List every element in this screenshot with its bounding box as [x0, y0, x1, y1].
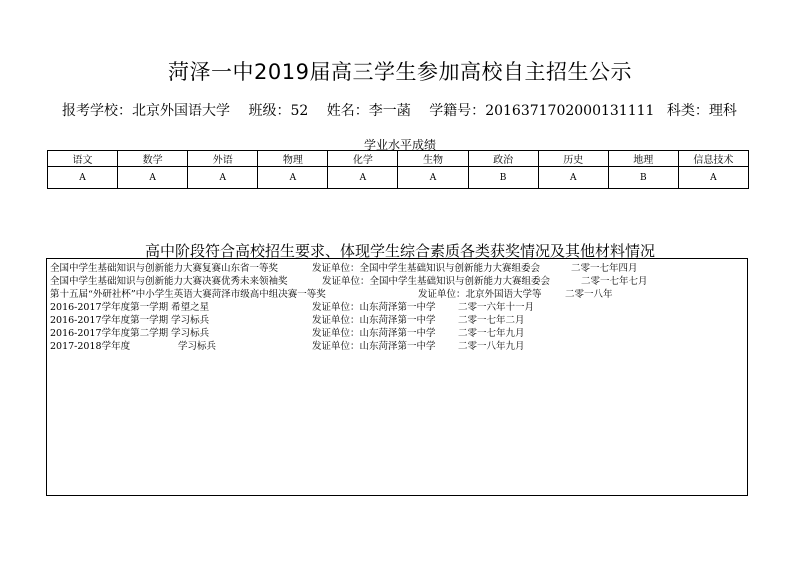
- track-label: 科类：: [666, 103, 709, 119]
- award-issuer: 发证单位：山东菏泽第一中学: [312, 302, 436, 313]
- award-issuer: 发证单位：全国中学生基础知识与创新能力大赛组委会: [312, 263, 541, 274]
- award-name: 全国中学生基础知识与创新能力大赛决赛优秀未来领袖奖: [50, 276, 288, 287]
- awards-box: [46, 258, 748, 496]
- award-name: 2017-2018学年度: [50, 341, 131, 352]
- grade-header: 语文: [48, 151, 118, 167]
- grade-header: 历史: [538, 151, 608, 167]
- class-value: 52: [290, 103, 309, 119]
- grade-header: 政治: [468, 151, 538, 167]
- award-name: 2016-2017学年度第一学期 学习标兵: [50, 315, 210, 326]
- grade-header: 化学: [328, 151, 398, 167]
- award-date: 二零一七年七月: [581, 276, 648, 287]
- grade-value: B: [608, 167, 678, 189]
- student-id-value: 2016371702000131111: [485, 103, 655, 119]
- grade-header: 物理: [258, 151, 328, 167]
- name-label: 姓名：: [326, 103, 369, 119]
- grade-header: 生物: [398, 151, 468, 167]
- award-date: 二零一七年四月: [571, 263, 638, 274]
- page-title: 菏泽一中2019届高三学生参加高校自主招生公示: [168, 60, 632, 84]
- grade-header: 地理: [608, 151, 678, 167]
- award-issuer: 发证单位：山东菏泽第一中学: [312, 315, 436, 326]
- grade-value: A: [118, 167, 188, 189]
- school-value: 北京外国语大学: [132, 103, 230, 119]
- grades-header-row: [48, 151, 749, 167]
- award-date: 二零一六年十一月: [458, 302, 535, 313]
- grades-title: 学业水平成绩: [363, 138, 436, 152]
- award-date: 二零一八年九月: [458, 341, 525, 352]
- grade-value: A: [328, 167, 398, 189]
- grade-header: 外语: [188, 151, 258, 167]
- grade-value: A: [188, 167, 258, 189]
- award-date: 二零一八年: [565, 289, 613, 300]
- award-issuer: 发证单位：全国中学生基础知识与创新能力大赛组委会: [322, 276, 551, 287]
- grade-value: A: [48, 167, 118, 189]
- award-issuer: 发证单位：山东菏泽第一中学: [312, 341, 436, 352]
- student-info: [62, 100, 737, 120]
- school-label: 报考学校：: [62, 103, 132, 119]
- grade-value: B: [468, 167, 538, 189]
- grades-value-row: [48, 167, 749, 189]
- grade-value: A: [678, 167, 748, 189]
- grade-header: 信息技术: [678, 151, 748, 167]
- award-name: 全国中学生基础知识与创新能力大赛复赛山东省一等奖: [50, 263, 279, 274]
- grades-table: [47, 150, 749, 189]
- class-label: 班级：: [248, 103, 291, 119]
- grade-value: A: [538, 167, 608, 189]
- award-date: 二零一七年九月: [458, 328, 525, 339]
- award-issuer: 发证单位：北京外国语大学等: [418, 289, 542, 300]
- award-name-2: 学习标兵: [178, 341, 217, 352]
- awards-title: 高中阶段符合高校招生要求、体现学生综合素质各类获奖情况及其他材料情况: [144, 242, 655, 260]
- name-value: 李一菡: [368, 103, 411, 119]
- award-date: 二零一七年二月: [458, 315, 525, 326]
- award-name: 第十五届“外研社杯”中小学生英语大赛菏泽市级高中组决赛一等奖: [50, 289, 326, 300]
- grade-value: A: [258, 167, 328, 189]
- award-name: 2016-2017学年度第一学期 希望之星: [50, 302, 210, 313]
- grade-value: A: [398, 167, 468, 189]
- grade-header: 数学: [118, 151, 188, 167]
- student-id-label: 学籍号：: [429, 103, 486, 119]
- track-value: 理科: [708, 103, 737, 119]
- award-name: 2016-2017学年度第二学期 学习标兵: [50, 328, 210, 339]
- award-issuer: 发证单位：山东菏泽第一中学: [312, 328, 436, 339]
